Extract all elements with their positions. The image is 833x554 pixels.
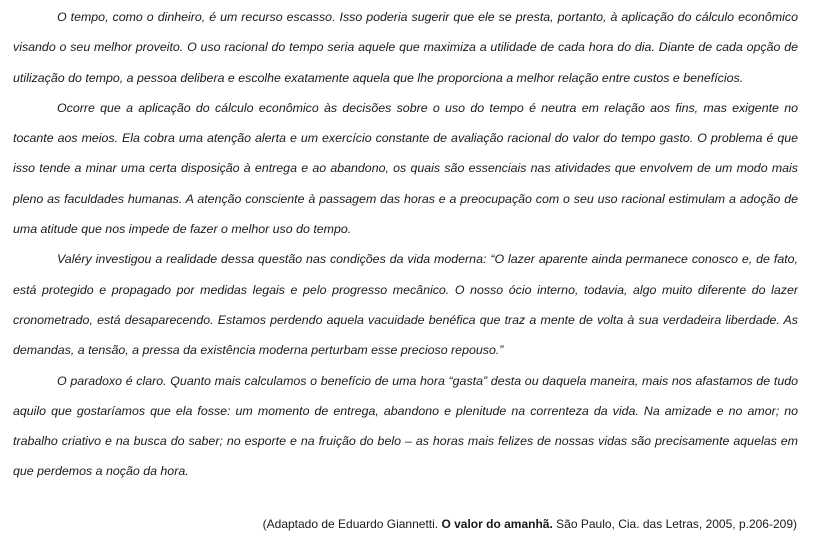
source-suffix: São Paulo, Cia. das Letras, 2005, p.206-209) [552, 517, 797, 531]
paragraph-4: O paradoxo é claro. Quanto mais calculamos o benefício de uma hora “gasta” desta ou daquela maneira, mais nos afastamos de tudo aquilo que gostaríamos que ela fosse: um momento de entrega, abandono e plenitude na correnteza da vida. Na amizade e no amor; no trabalho criativo e na busca do saber; no esporte e na fruição do belo – as horas mais felizes de nossas vidas são precisamente aquelas em que perdemos a noção da hora. [13, 373, 798, 479]
source-prefix: (Adaptado de Eduardo Giannetti. [262, 517, 442, 531]
source-citation [263, 514, 797, 534]
text-body [13, 0, 798, 487]
source-book-title: O valor do amanhã. [441, 517, 553, 531]
paragraph-3: Valéry investigou a realidade dessa questão nas condições da vida moderna: “O lazer aparente ainda permanece conosco e, de fato, está protegido e propagado por medidas legais e pelo progresso mecânico. O nosso ócio interno, todavia, algo muito diferente do lazer cronometrado, está desaparecendo. Estamos perdendo aquela vacuidade benéfica que traz a mente de volta à sua verdadeira liberdade. As demandas, a tensão, a pressa da existência moderna perturbam esse precioso repouso.” [13, 252, 798, 358]
paragraph-1: O tempo, como o dinheiro, é um recurso escasso. Isso poderia sugerir que ele se presta, portanto, à aplicação do cálculo econômico visando o seu melhor proveito. O uso racional do tempo seria aquele que maximiza a utilidade de cada hora do dia. Diante de cada opção de utilização do tempo, a pessoa delibera e escolhe exatamente aquela que lhe proporciona a melhor relação entre custos e benefícios. [13, 10, 798, 85]
paragraph-2: Ocorre que a aplicação do cálculo econômico às decisões sobre o uso do tempo é neutra em relação aos fins, mas exigente no tocante aos meios. Ela cobra uma atenção alerta e um exercício constante de avaliação racional do valor do tempo gasto. O problema é que isso tende a minar uma certa disposição à entrega e ao abandono, os quais são essenciais nas atividades que envolvem de um modo mais pleno as faculdades humanas. A atenção consciente à passagem das horas e a preocupação com o seu uso racional estimulam a adoção de uma atitude que nos impede de fazer o melhor uso do tempo. [13, 100, 798, 237]
